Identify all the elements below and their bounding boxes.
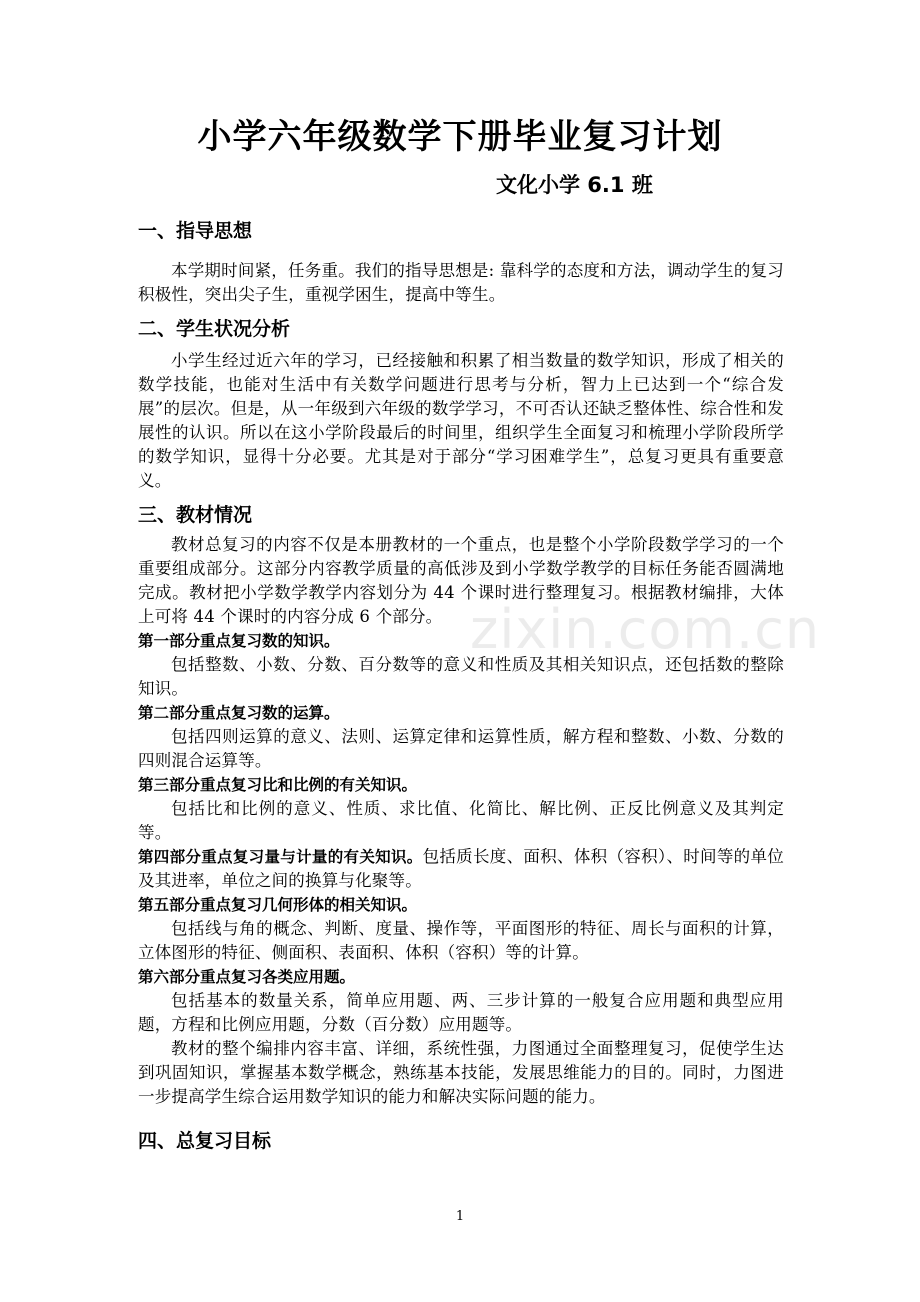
part-body: 包括质长度、面积、体积（容积）、时间等的单位及其进率，单位之间的换算与化聚等。 [138,847,784,890]
section-heading: 四、总复习目标 [138,1130,272,1152]
document-subtitle: 文化小学 6.1 班 [496,173,653,197]
section-heading: 一、指导思想 [138,220,253,242]
section-heading: 三、教材情况 [138,504,253,526]
part-title: 第六部分重点复习各类应用题。 [138,968,356,986]
part-title: 第二部分重点复习数的运算。 [138,704,340,722]
part-body: 包括比和比例的意义、性质、求比值、化简比、解比例、正反比例意义及其判定等。 [138,799,784,842]
paragraph: 教材总复习的内容不仅是本册教材的一个重点，也是整个小学阶段数学学习的一个重要组成部分。这部分内容教学质量的高低涉及到小学数学教学的目标任务能否圆满地完成。教材把小学数学教学内容划分为 44 个课时进行整理复习。根据教材编排，大体上可将 44 个课时的内容分成 6 个部分。 [138,535,784,626]
part-title: 第三部分重点复习比和比例的有关知识。 [138,776,418,794]
paragraph: 本学期时间紧，任务重。我们的指导思想是: 靠科学的态度和方法，调动学生的复习积极性，突出尖子生，重视学困生，提高中等生。 [138,261,784,304]
watermark: zixin.com.cn [470,598,821,661]
section-heading: 二、学生状况分析 [138,318,291,340]
section-guiding-ideology [138,217,784,307]
part-title: 第五部分重点复习几何形体的相关知识。 [138,896,418,914]
part-body: 包括线与角的概念、判断、度量、操作等，平面图形的特征、周长与面积的计算，立体图形的特征、侧面积、表面积、体积（容积）等的计算。 [138,919,784,962]
part-body: 包括基本的数量关系，简单应用题、两、三步计算的一般复合应用题和典型应用题，方程和比例应用题，分数（百分数）应用题等。 [138,991,784,1034]
paragraph: 教材的整个编排内容丰富、详细，系统性强，力图通过全面整理复习，促使学生达到巩固知识，掌握基本数学概念，熟练基本技能，发展思维能力的目的。同时，力图进一步提高学生综合运用数学知识的能力和解决实际问题的能力。 [138,1039,784,1106]
part-title: 第四部分重点复习量与计量的有关知识。 [138,848,423,866]
part-inline [138,845,784,893]
document-body [138,214,784,1155]
part-body: 包括整数、小数、分数、百分数等的意义和性质及其相关知识点，还包括数的整除知识。 [138,655,784,698]
paragraph: 小学生经过近六年的学习，已经接触和积累了相当数量的数学知识，形成了相关的数学技能，也能对生活中有关数学问题进行思考与分析，智力上已达到一个“综合发展”的层次。但是，从一年级到六年级的数学学习，不可否认还缺乏整体性、综合性和发展性的认识。所以在这小学阶段最后的时间里，组织学生全面复习和梳理小学阶段所学的数学知识，显得十分必要。尤其是对于部分“学习困难学生”，总复习更具有重要意义。 [138,351,784,490]
part-title: 第一部分重点复习数的知识。 [138,632,340,650]
document-title: 小学六年级数学下册毕业复习计划 [197,117,723,157]
page-number: 1 [455,1209,465,1224]
part-body: 包括四则运算的意义、法则、运算定律和运算性质，解方程和整数、小数、分数的四则混合运算等。 [138,727,784,770]
section-textbook [138,501,784,1109]
section-review-goals [138,1127,784,1155]
section-student-analysis [138,315,784,493]
